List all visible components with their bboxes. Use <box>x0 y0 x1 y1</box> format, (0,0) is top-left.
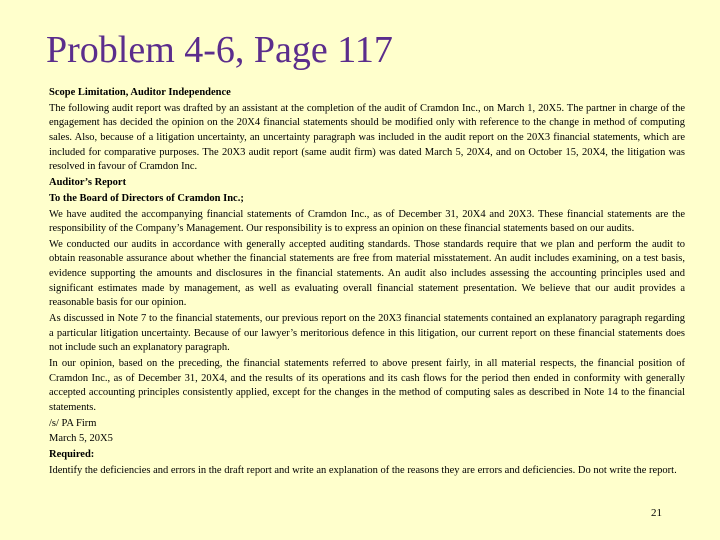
report-paragraph-standards: We conducted our audits in accordance with generally accepted auditing standards. Those standards require that we plan and perform the audit to obtain reasonable assurance about whether the financial statements are free from material misstatement. An audit includes examining, on a test basis, evidence supporting the amounts and disclosures in the financial statements. An audit also includes assessing the accounting principles used and significant estimates made by management, as well as evaluating overall financial statement presentation. We believe that our audit provides a reasonable basis for our opinion. <box>49 238 685 309</box>
report-paragraph-litigation: As discussed in Note 7 to the financial statements, our previous report on the 20X3 financial statements contained an explanatory paragraph regarding a particular litigation uncertainty. Because of our lawyer’s meritorious defence in this litigation, our current report on these financial statements does not include such an explanatory paragraph. <box>49 313 685 354</box>
section-heading: Scope Limitation, Auditor Independence <box>49 87 231 98</box>
report-date: March 5, 20X5 <box>49 433 113 445</box>
report-signature: /s/ PA Firm <box>49 417 97 429</box>
report-paragraph-opinion: In our opinion, based on the preceding, the financial statements referred to above present fairly, in all material respects, the financial position of Cramdon Inc., as of December 31, 20X4, and the results of its operations and its cash flows for the period then ended in conformity with generally accepted accounting principles consistently applied, except for the changes in the method of computing sales as described in Note 14 to the financial statements. <box>49 358 685 413</box>
required-label: Required: <box>49 449 95 461</box>
slide-title: Problem 4-6, Page 117 <box>46 29 393 71</box>
report-addressee: To the Board of Directors of Cramdon Inc.; <box>49 192 244 204</box>
page-number: 21 <box>651 507 662 519</box>
slide-body <box>49 86 685 480</box>
report-paragraph-scope: We have audited the accompanying financial statements of Cramdon Inc., as of December 31, 20X4 and 20X3. These financial statements are the responsibility of the Company’s Management. Our responsibility is to express an opinion on these financial statements based on our audits. <box>49 208 685 235</box>
report-title: Auditor’s Report <box>49 176 127 188</box>
required-text: Identify the deficiencies and errors in the draft report and write an explanation of the reasons they are errors and deficiencies. Do not write the report. <box>49 464 677 476</box>
intro-paragraph: The following audit report was drafted by an assistant at the completion of the audit of Cramdon Inc., on March 1, 20X5. The partner in charge of the engagement has decided the opinion on the 20X4 financial statements should be modified only with reference to the change in method of computing sales. Also, because of a litigation uncertainty, an uncertainty paragraph was included in the audit report on the 20X3 financial statements, which are included for comparative purposes. The 20X3 audit report (same audit firm) was dated March 5, 20X4, and on October 15, 20X4, the litigation was resolved in favour of Cramdon Inc. <box>49 102 685 173</box>
